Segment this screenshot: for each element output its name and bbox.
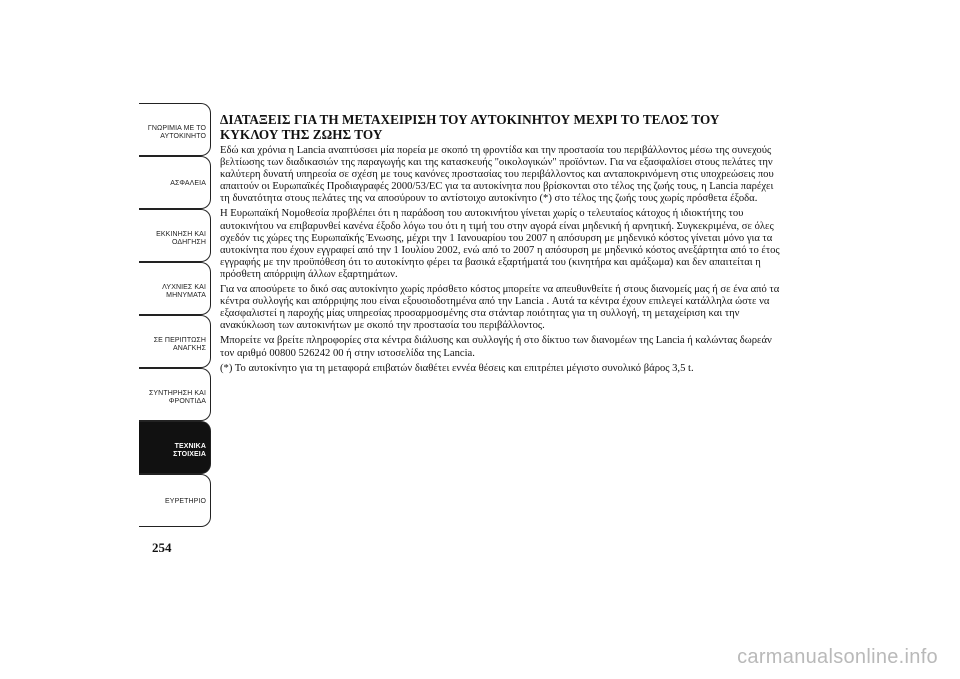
section-title: ΔΙΑΤΑΞΕΙΣ ΓΙΑ ΤΗ ΜΕΤΑΧΕΙΡΙΣΗ ΤΟΥ ΑΥΤΟΚΙΝΗΤΟΥ ΜΕΧΡΙ ΤΟ ΤΕΛΟΣ ΤΟΥ ΚΥΚΛΟΥ ΤΗΣ ΖΩΗΣ ΤΟΥ (220, 112, 720, 142)
tab-label: ΣΕ ΠΕΡΙΠΤΩΣΗ ΑΝΑΓΚΗΣ (153, 337, 206, 352)
tab-technical-specifications[interactable] (139, 421, 211, 474)
tab-servicing-and-care[interactable] (139, 368, 211, 421)
paragraph-contact-info: Μπορείτε να βρείτε πληροφορίες στα κέντρα διάλυσης και συλλογής ή στο δίκτυο των διανομέων της Lancia ή καλώντας δωρεάν τον αριθμό 00800 526242 00 ή στην ιστοσελίδα της Lancia. (220, 335, 772, 359)
main-content (220, 112, 780, 378)
tab-label: ΑΣΦΑΛΕΙΑ (170, 180, 206, 187)
tab-warning-lights-and-messages[interactable] (139, 262, 211, 315)
page-number: 254 (152, 540, 172, 555)
tab-index[interactable] (139, 474, 211, 527)
paragraph-intro: Εδώ και χρόνια η Lancia αναπτύσσει μία πορεία με σκοπό τη φροντίδα και την προστασία του περιβάλλοντος μέσω της συνεχούς βελτίωσης των διαδικασιών της παραγωγής και της κατασκευής "οικολογικών" προϊόντων. Για να εξασφαλίσει στους πελάτες την καλύτερη δυνατή υπηρεσία σε σχέση με τους κανόνες προστασίας του περιβάλλοντος και ανταποκρινόμενη στις υποχρεώσεις που απαιτούν οι Ευρωπαϊκές Προδιαγραφές 2000/53/EC για τα αυτοκίνητα που βρίσκονται στο τέλος της ζωής τους, η Lancia παρέχει τη δυνατότητα στους πελάτες της να αποσύρουν το αντίστοιχο αυτοκίνητο (*) στο τέλος της ζωής τους χωρίς πρόσθετα έξοδα. (220, 145, 774, 205)
tab-safety[interactable] (139, 156, 211, 209)
tab-label: ΤΕΧΝΙΚΑ ΣΤΟΙΧΕΙΑ (173, 443, 206, 458)
chapter-tabs (139, 103, 211, 527)
paragraph-legislation: Η Ευρωπαϊκή Νομοθεσία προβλέπει ότι η παράδοση του αυτοκινήτου γίνεται χωρίς ο τελευταίος κάτοχος ή ιδιοκτήτης του αυτοκινήτου να επιβαρυνθεί κανένα έξοδο λόγω του ότι η τιμή του στην αγορά είναι μηδενική ή αρνητική. Συγκεκριμένα, σε όλες σχεδόν τις χώρες της Ευρωπαϊκής Ένωσης, μέχρι την 1 Ιανουαρίου του 2007 η απόσυρση με μηδενικό κόστος γίνεται μόνο για τα αυτοκίνητα που έχουν εγγραφεί από την 1 Ιουλίου 2002, ενώ από το 2007 η απόσυρση με μηδενικό κόστος ανεξάρτητα από το έτος εγγραφής με την προϋπόθεση ότι το αυτοκίνητο φέρει τα βασικά εξαρτήματά του (κινητήρα και αμάξωμα) και δεν απαιτείται η πρόσθετη απόρριψη άλλων εξαρτημάτων. (220, 208, 780, 280)
paragraph-collection-centres: Για να αποσύρετε το δικό σας αυτοκίνητο χωρίς πρόσθετο κόστος μπορείτε να απευθυνθείτε ή στους διανομείς μας ή σε ένα από τα κέντρα συλλογής και απόρριψης που είναι εξουσιοδοτημένα από την Lancia . Αυτά τα κέντρα έχουν επιλεγεί κατάλληλα ώστε να εξασφαλιστεί η παροχής μίας υπηρεσίας προσαρμοσμένης στα στάνταρ ποιότητας για τη συλλογή, τη μεταχείριση και την ανακύκλωση των αυτοκινήτων με σκοπό την προστασία του περιβάλλοντος. (220, 284, 780, 332)
tab-label: ΛΥΧΝΙΕΣ ΚΑΙ ΜΗΝΥΜΑΤΑ (162, 284, 206, 299)
paragraph-footnote: (*) Το αυτοκίνητο για τη μεταφορά επιβατών διαθέτει εννέα θέσεις και επιτρέπει μέγιστο συνολικό βάρος 3,5 t. (220, 362, 694, 374)
tab-getting-to-know-car[interactable] (139, 103, 211, 156)
tab-starting-and-driving[interactable] (139, 209, 211, 262)
tab-label: ΣΥΝΤΗΡΗΣΗ ΚΑΙ ΦΡΟΝΤΙΔΑ (148, 390, 206, 405)
tab-label: ΕΥΡΕΤΗΡΙΟ (165, 498, 206, 505)
watermark: carmanualsonline.info (737, 646, 938, 668)
tab-in-an-emergency[interactable] (139, 315, 211, 368)
tab-label: ΓΝΩΡΙΜΙΑ ΜΕ ΤΟ ΑΥΤΟΚΙΝΗΤΟ (147, 125, 206, 140)
tab-label: ΕΚΚΙΝΗΣΗ ΚΑΙ ΟΔΗΓΗΣΗ (156, 231, 206, 246)
